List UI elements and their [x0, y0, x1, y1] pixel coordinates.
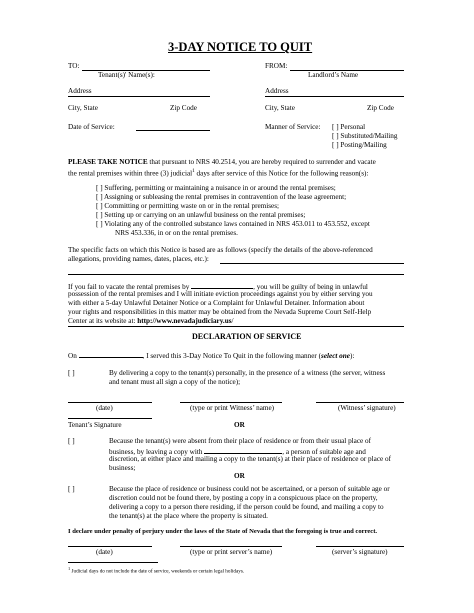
notice-lead-rest: that pursuant to NRS 40.2514, you are hereby required to surrender and vacate: [147, 158, 376, 166]
reason-nuisance[interactable]: [ ] Suffering, permitting or maintaining a nuisance in or around the rental premises;: [96, 184, 336, 192]
option-posting-line-4: the tenant(s) at the place where the property is situated.: [109, 512, 268, 520]
tenant-address-field[interactable]: [68, 96, 210, 97]
server-name-field[interactable]: [180, 546, 282, 547]
notice-line-2: [68, 167, 368, 178]
tenant-city-caption: City, State: [68, 104, 98, 112]
server-name-caption: (type or print server’s name): [190, 548, 273, 556]
facts-field-1[interactable]: [220, 263, 404, 264]
manner-of-service-label: Manner of Service:: [265, 123, 321, 131]
or-separator-1: OR: [234, 421, 245, 429]
footnote-rule: [68, 562, 158, 563]
perjury-statement: I declare under penalty of perjury under the laws of the State of Nevada that the foregoing is true and correct.: [68, 528, 378, 535]
option-posting-line-2: discretion could not be found there, by posting a copy in a conspicuous place on the property,: [109, 494, 378, 502]
facts-field-2[interactable]: [68, 274, 404, 275]
to-label: TO:: [68, 62, 80, 70]
tenant-name-caption: Tenant(s)' Name(s):: [98, 71, 155, 79]
or-separator-2: OR: [234, 472, 245, 480]
date-of-service-label: Date of Service:: [68, 123, 115, 131]
tenant-signature-caption: Tenant’s Signature: [68, 421, 122, 429]
witness-name-caption: (type or print Witness’ name): [190, 404, 275, 412]
footnote-mark: 1: [68, 566, 71, 571]
server-signature-field[interactable]: [316, 546, 404, 547]
tenant-signature-field[interactable]: [68, 418, 152, 419]
vacate-date-field[interactable]: [191, 281, 253, 289]
fail-line-4: your rights and responsibilities in this matter may be obtained from the Nevada Supreme Court Self-Help: [68, 308, 372, 316]
served-text: , I served this 3-Day Notice To Quit in the following manner (: [142, 352, 322, 360]
server-date-caption: (date): [96, 548, 113, 556]
server-signature-caption: (server’s signature): [332, 548, 388, 556]
witness-signature-caption: (Witness’ signature): [338, 404, 396, 412]
page-title: 3-DAY NOTICE TO QUIT: [168, 40, 313, 54]
option-personal-line-1: By delivering a copy to the tenant(s) personally, in the presence of a witness (the server, witness: [109, 369, 386, 377]
landlord-address-caption: Address: [265, 87, 289, 95]
tenant-address-caption: Address: [68, 87, 92, 95]
notice-line-2b: days after service of this Notice for the following reason(s):: [194, 169, 369, 178]
date-of-service-field[interactable]: [136, 130, 210, 131]
fail-line-5a: Center at its website at:: [68, 317, 138, 325]
landlord-name-caption: Landlord’s Name: [308, 71, 359, 79]
witness-date-caption: (date): [96, 404, 113, 412]
fail-line-5b: /: [231, 317, 234, 325]
on-label: On: [68, 352, 77, 360]
manner-option-posting[interactable]: [ ] Posting/Mailing: [332, 141, 387, 149]
option-substituted-line-3: discretion, at either place and mailing a copy to the tenant(s) at their place of residence or place of: [109, 455, 391, 463]
declaration-heading: DECLARATION OF SERVICE: [192, 332, 302, 341]
footnote: [68, 566, 244, 575]
manner-option-substituted[interactable]: [ ] Substituted/Mailing: [332, 132, 398, 140]
reason-unlawful-business[interactable]: [ ] Setting up or carrying on an unlawful business on the rental premises;: [96, 211, 306, 219]
option-personal-checkbox[interactable]: [ ]: [68, 369, 75, 377]
served-date-field[interactable]: [79, 350, 143, 358]
reason-waste[interactable]: [ ] Committing or permitting waste on or in the rental premises;: [96, 202, 280, 210]
notice-line-1: [68, 158, 376, 167]
substitute-person-field[interactable]: [204, 446, 282, 454]
footnote-ref: 1: [192, 168, 195, 174]
witness-signature-field[interactable]: [316, 402, 404, 403]
witness-date-field[interactable]: [68, 402, 152, 403]
server-date-field[interactable]: [68, 546, 152, 547]
witness-name-field[interactable]: [180, 402, 282, 403]
section-divider: [68, 326, 404, 327]
option-posting-checkbox[interactable]: [ ]: [68, 485, 75, 493]
reason-controlled-substance[interactable]: [ ] Violating any of the controlled substance laws contained in NRS 453.011 to 453.552, except: [96, 220, 370, 228]
fail-line-1a: If you fail to vacate the rental premises by: [68, 283, 190, 291]
option-posting-line-3: delivering a copy to a person there residing, if the person could be found, and mailing a copy to: [109, 503, 384, 511]
served-on-line: [68, 350, 354, 361]
tenant-zip-caption: Zip Code: [170, 104, 197, 112]
option-substituted-line-2b: , a person of suitable age and: [282, 448, 366, 456]
option-posting-line-1: Because the place of residence or business could not be ascertained, or a person of suitable age or: [109, 485, 390, 493]
option-personal-line-2: and tenant must all sign a copy of the notice);: [109, 378, 241, 386]
option-substituted-line-2a: business, by leaving a copy with: [109, 448, 203, 456]
served-text-end: ):: [349, 352, 355, 360]
option-substituted-line-4: business;: [109, 464, 136, 472]
landlord-zip-caption: Zip Code: [367, 104, 394, 112]
fail-line-1b: , you will be guilty of being in unlawful: [253, 283, 368, 291]
notice-line-2a: the rental premises within three (3) judicial: [68, 169, 193, 178]
self-help-link[interactable]: http://www.nevadajudiciary.us: [137, 317, 232, 325]
landlord-address-field[interactable]: [265, 96, 404, 97]
fail-line-2: possession of the rental premises and I will initiate eviction proceedings against you by either serving you: [68, 290, 373, 298]
footnote-text: Judicial days do not include the date of service, weekends or certain legal holidays.: [70, 568, 245, 575]
reason-subleasing[interactable]: [ ] Assigning or subleasing the rental premises in contravention of the lease agreement;: [96, 193, 347, 201]
fail-line-5: [68, 317, 234, 326]
facts-line-2: allegations, providing names, dates, places, etc.):: [68, 255, 209, 263]
notice-lead: PLEASE TAKE NOTICE: [68, 158, 148, 166]
select-one-text: select one: [321, 352, 350, 360]
manner-option-personal[interactable]: [ ] Personal: [332, 123, 366, 131]
option-substituted-line-1: Because the tenant(s) were absent from their place of residence or from their usual place of: [109, 437, 372, 445]
reason-controlled-substance-cont: NRS 453.336, in or on the rental premises.: [115, 229, 238, 237]
option-substituted-checkbox[interactable]: [ ]: [68, 437, 75, 445]
fail-line-3: with either a 5-day Unlawful Detainer Notice or a Complaint for Unlawful Detainer. Information about: [68, 299, 365, 307]
landlord-city-caption: City, State: [265, 104, 295, 112]
facts-line-1: The specific facts on which this Notice is based are as follows (specify the details of the above-referenced: [68, 246, 373, 254]
from-label: FROM:: [265, 62, 288, 70]
